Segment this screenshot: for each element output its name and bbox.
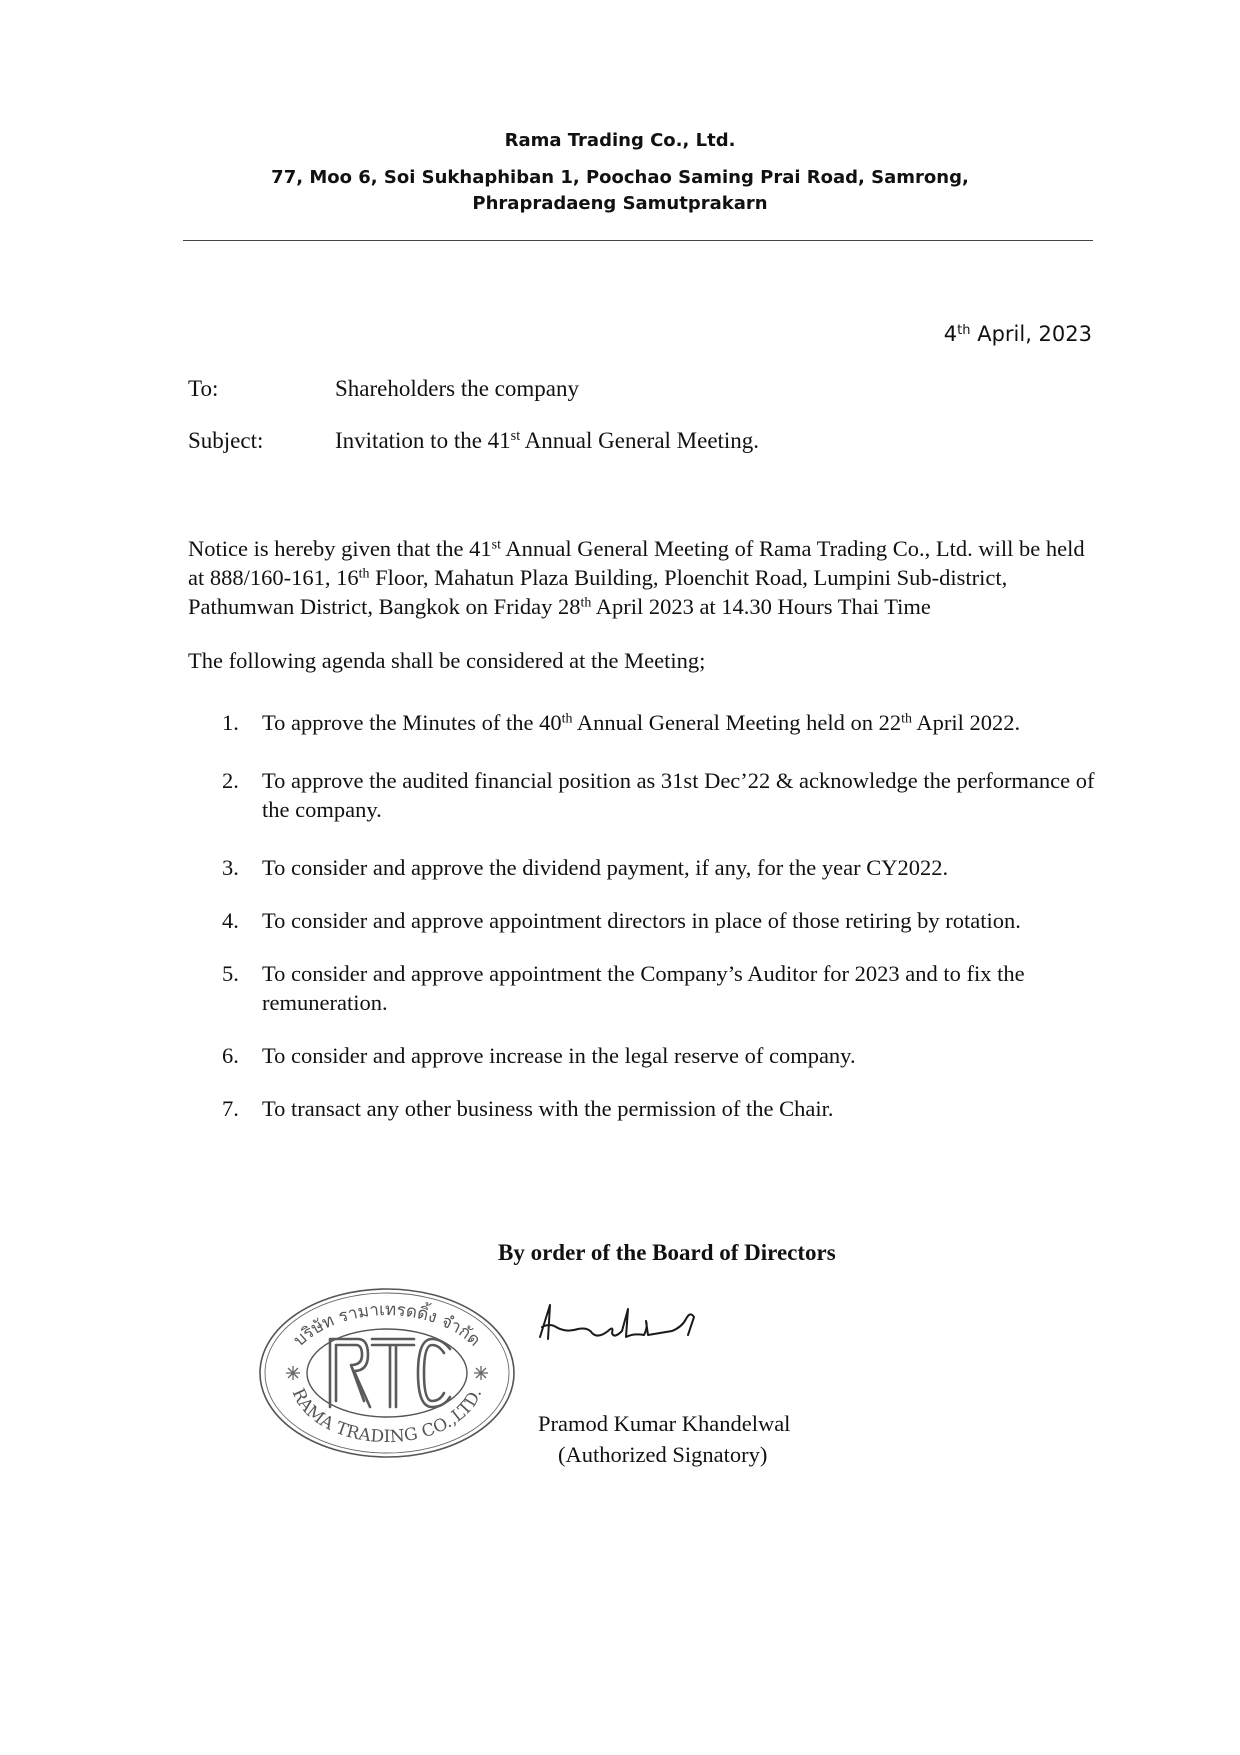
agenda-ordinal-suffix: th [901, 711, 912, 727]
agenda-item-number: 7. [222, 1096, 239, 1121]
agenda-item-text: To approve the Minutes of the 40 [262, 710, 562, 735]
notice-text: Notice is hereby given that the 41 [188, 536, 492, 561]
signature-graphic [536, 1297, 736, 1347]
to-value: Shareholders the company [335, 376, 579, 401]
handwritten-signature [536, 1297, 736, 1347]
notice-text: April 2023 at 14.30 Hours Thai Time [591, 594, 931, 619]
subject-line [188, 428, 759, 454]
seal-top-text: บริษัท รามาเทรดดิ้ง จำกัด [289, 1300, 485, 1351]
company-address [0, 165, 1240, 217]
agenda-item [222, 959, 1102, 1017]
notice-ordinal-suffix: th [580, 595, 592, 611]
letterhead [0, 128, 1240, 217]
subject-value [335, 428, 759, 453]
agenda-item-number: 1. [222, 710, 239, 735]
notice-paragraph [188, 534, 1092, 621]
notice-ordinal-suffix: th [358, 566, 370, 582]
subject-label: Subject: [188, 428, 264, 453]
agenda-item-text: To consider and approve appointment the Company’s Auditor for 2023 and to fix the remuneration. [262, 961, 1025, 1015]
agenda-list [222, 708, 1102, 1123]
date-day-suffix: th [957, 322, 971, 338]
company-name: Rama Trading Co., Ltd. [504, 130, 736, 151]
closing-line: By order of the Board of Directors [498, 1240, 836, 1265]
agenda-item-text: To consider and approve increase in the legal reserve of company. [262, 1043, 856, 1068]
date-month-year: April, 2023 [970, 322, 1092, 346]
seal-bottom-text: RAMA TRADING CO.,LTD. [287, 1385, 487, 1448]
notice-ordinal-suffix: st [491, 537, 501, 553]
agenda-item-text: To transact any other business with the permission of the Chair. [262, 1096, 834, 1121]
address-line-1: 77, Moo 6, Soi Sukhaphiban 1, Poochao Saming Prai Road, Samrong, [271, 167, 969, 188]
letter-date [944, 322, 1092, 346]
subject-text-part: Invitation to the 41 [335, 428, 511, 453]
agenda-item-number: 5. [222, 961, 239, 986]
agenda-intro: The following agenda shall be considered at the Meeting; [188, 648, 706, 673]
header-divider [183, 240, 1093, 241]
agenda-item-text: Annual General Meeting held on 22 [572, 710, 902, 735]
agenda-item-text: To consider and approve appointment directors in place of those retiring by rotation. [262, 908, 1021, 933]
agenda-ordinal-suffix: th [561, 711, 573, 727]
notice-text: Annual General Meeting of Rama Trading Co., Ltd. will be held at 888/160-161, 16 [188, 536, 1085, 590]
recipient-line [188, 376, 579, 402]
agenda-item-number: 2. [222, 768, 239, 793]
notice-text: Floor, Mahatun Plaza Building, Ploenchit Road, Lumpini Sub-district, Pathumwan District, Bangkok on Friday 28 [188, 565, 1008, 619]
company-seal-stamp [254, 1283, 520, 1461]
subject-text-part: Annual General Meeting. [520, 428, 760, 453]
to-label: To: [188, 376, 219, 401]
agenda-item [222, 906, 1102, 935]
agenda-item [222, 1041, 1102, 1070]
agenda-item-number: 3. [222, 855, 239, 880]
agenda-item [222, 853, 1102, 882]
agenda-item-text: To approve the audited financial position as 31st Dec’22 & acknowledge the performance of the company. [262, 768, 1095, 822]
agenda-item-number: 6. [222, 1043, 239, 1068]
subject-ordinal-suffix: st [510, 428, 521, 445]
signatory-title: (Authorized Signatory) [558, 1442, 768, 1467]
agenda-item-text: To consider and approve the dividend payment, if any, for the year CY2022. [262, 855, 949, 880]
agenda-item [222, 1094, 1102, 1123]
agenda-item [222, 766, 1102, 824]
signatory-block [538, 1408, 818, 1470]
address-line-2: Phrapradaeng Samutprakarn [472, 193, 768, 214]
agenda-item-text: April 2022. [911, 710, 1021, 735]
agenda-item-number: 4. [222, 908, 239, 933]
date-day: 4 [943, 322, 958, 346]
signatory-name: Pramod Kumar Khandelwal [538, 1411, 791, 1436]
seal-graphic [254, 1283, 520, 1461]
agenda-item [222, 708, 1102, 737]
